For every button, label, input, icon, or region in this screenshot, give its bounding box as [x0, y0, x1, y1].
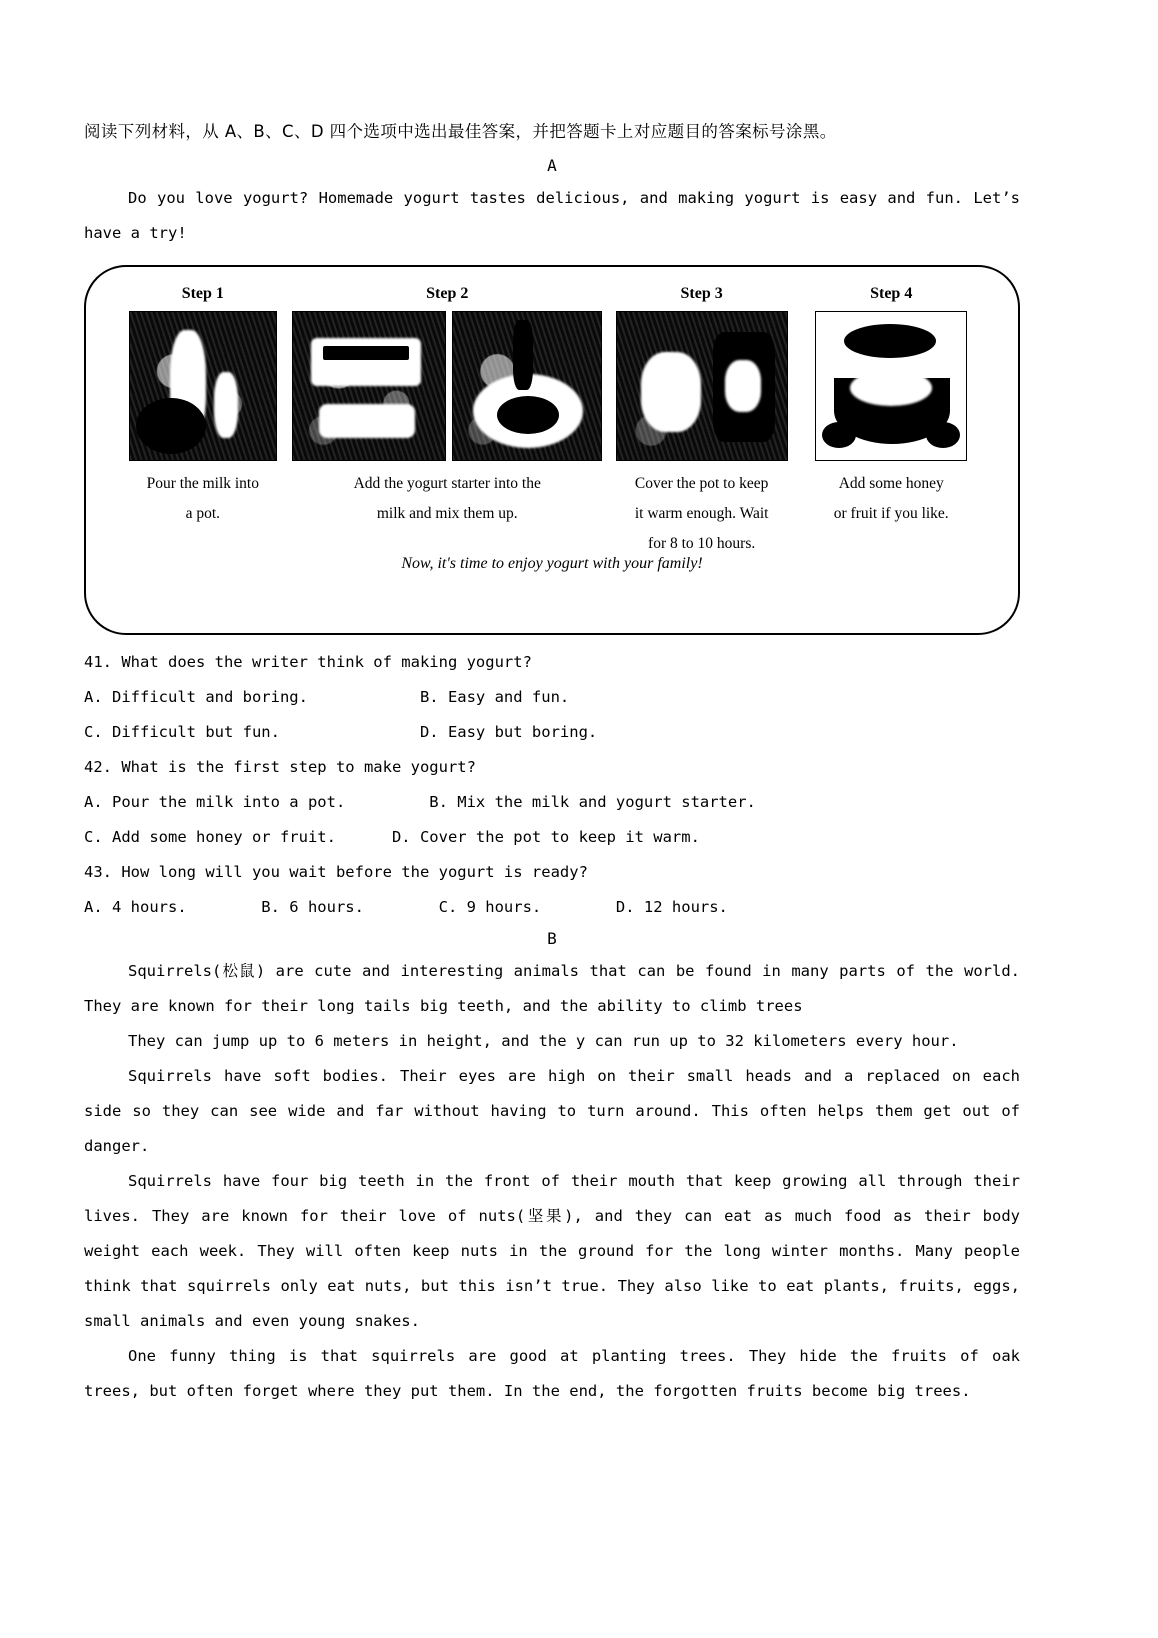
step-3-title: Step 3	[680, 285, 723, 302]
step-2-title: Step 2	[426, 285, 469, 302]
step-1-title: Step 1	[181, 285, 224, 302]
question-43-stem: 43. How long will you wait before the yogurt is ready?	[84, 863, 588, 881]
passage-b-para-3: Squirrels have soft bodies. Their eyes are high on their small heads and a replaced on each side so they can see wide and far without having to turn around. This often helps them get out of danger.	[84, 1067, 1020, 1155]
step-2-caption-line1: Add the yogurt starter into the	[353, 475, 541, 492]
question-42-stem: 42. What is the first step to make yogurt?	[84, 758, 476, 776]
step-3-photos	[607, 311, 797, 461]
recipe-closing-text: Now, it's time to enjoy yogurt with your family!	[401, 555, 703, 572]
photo-yogurt-starter-pack	[292, 311, 446, 461]
step-3-caption-line1: Cover the pot to keep	[634, 475, 769, 492]
recipe-step-3	[607, 285, 797, 559]
question-42-options-line2[interactable]: C. Add some honey or fruit. D. Cover the pot to keep it warm.	[84, 828, 700, 846]
step-3-caption-line2: it warm enough. Wait	[634, 505, 769, 522]
photo-pour-milk	[129, 311, 277, 461]
passage-b-para-1: Squirrels(松鼠) are cute and interesting animals that can be found in many parts of the world. They are known for their long tails big teeth, and the ability to climb trees	[84, 962, 1020, 1015]
question-41-stem: 41. What does the writer think of making yogurt?	[84, 653, 532, 671]
step-2-caption-line2: milk and mix them up.	[376, 505, 518, 522]
section-letter-b: B	[547, 929, 557, 948]
passage-b-para-2: They can jump up to 6 meters in height, and the y can run up to 32 kilometers every hour.	[128, 1032, 959, 1050]
recipe-diagram	[84, 265, 1020, 635]
step-1-photos	[118, 311, 288, 461]
recipe-step-2	[288, 285, 607, 559]
question-41-options-line1[interactable]: A. Difficult and boring. B. Easy and fun.	[84, 688, 570, 706]
recipe-step-1	[118, 285, 288, 559]
question-42-options-line1[interactable]: A. Pour the milk into a pot. B. Mix the milk and yogurt starter.	[84, 793, 756, 811]
step-3-caption-line3: for 8 to 10 hours.	[648, 535, 756, 552]
step-4-caption-line2: or fruit if you like.	[833, 505, 949, 522]
section-letter-a: A	[547, 156, 557, 175]
page-content	[84, 118, 1020, 1409]
step-1-caption-line2: a pot.	[185, 505, 221, 522]
photo-mixing-milk	[452, 311, 602, 461]
step-1-caption-line1: Pour the milk into	[146, 475, 259, 492]
step-4-title: Step 4	[870, 285, 913, 302]
passage-b-para-4: Squirrels have four big teeth in the front of their mouth that keep growing all through their lives. They are known for their love of nuts(坚果), and they can eat as much food as their body weight each week. They will often keep nuts in the ground for the long winter months. Many people think that squirrels only eat nuts, but this isn’t true. They also like to eat plants, fruits, eggs, small animals and even young snakes.	[84, 1172, 1020, 1330]
question-43-options-line1[interactable]: A. 4 hours. B. 6 hours. C. 9 hours. D. 12 hours.	[84, 898, 728, 916]
passage-b-para-5: One funny thing is that squirrels are good at planting trees. They hide the fruits of oak trees, but often forget where they put them. In the end, the forgotten fruits become big trees.	[84, 1347, 1020, 1400]
step-2-photos	[288, 311, 607, 461]
photo-cover-pot	[616, 311, 788, 461]
instruction-text: 阅读下列材料，从 A、B、C、D 四个选项中选出最佳答案，并把答题卡上对应题目的答案标号涂黑。	[84, 122, 837, 141]
step-4-photos	[796, 311, 986, 461]
photo-honey-fruit-bowl	[815, 311, 967, 461]
passage-a-intro: Do you love yogurt? Homemade yogurt tastes delicious, and making yogurt is easy and fun. Let’s have a try!	[84, 189, 1020, 242]
recipe-steps	[86, 267, 1018, 559]
recipe-step-4	[796, 285, 986, 559]
question-41-options-line2[interactable]: C. Difficult but fun. D. Easy but boring.	[84, 723, 598, 741]
step-4-caption-line1: Add some honey	[838, 475, 944, 492]
